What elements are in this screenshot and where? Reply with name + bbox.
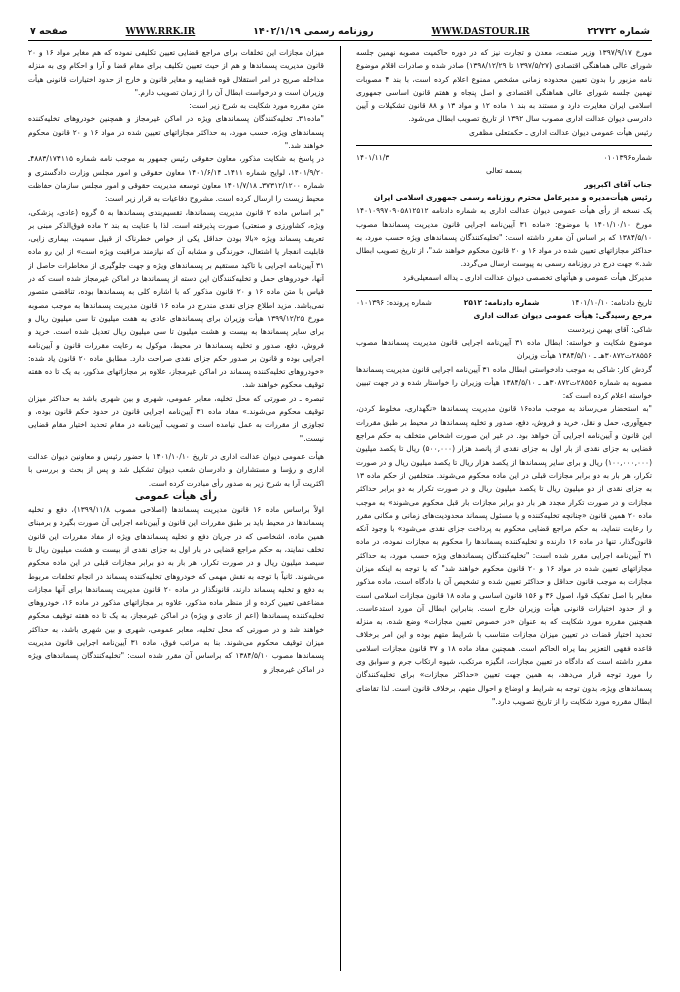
session-paragraph: هیأت عمومی دیوان عدالت اداری در تاریخ ۱۴۰۱/۱۰/۱۰ با حضور رئیس و معاونین دیوان عدالت اداری و رؤسا و مستشاران و دادرسان شعب دیوان تشکیل شد و پس از بحث و بررسی با اکثریت آرا به شرح زیر به صدور رأی مبادرت کرده است. <box>28 451 324 488</box>
proceedings: گردش کار: شاکی به موجب دادخواستی ابطال ماده ۳۱ آیین‌نامه اجرایی قانون مدیریت پسماندها مصوبه به شماره ۲۸۵۵۶ت۳۰۸۷۲هـ ـ ۱۳۸۴/۵/۱۰ هیأت وزیران را خواستار شده و در جهت تبیین خواسته اعلام کرده است که: <box>356 364 652 401</box>
intro-paragraph: مورخ ۱۳۹۷/۹/۱۷ وزیر صنعت، معدن و تجارت نیز که در دوره حاکمیت مصوبه نهمین جلسه شورای عالی هماهنگی اقتصادی (۱۳۹۷/۵/۲۷ تا ۱۳۹۸/۱۲/۲۹) صادر شده و صادرات اقلام موضوع نامه مزبور را بدون تعیین محدوده زمانی مشخص ممنوع اعلام کرده است، با بند ۴ مصوبات نهمین جلسه شورای عالی هماهنگی اقتصادی و اصل پنجاه و هفتم قانون اساسی جمهوری اسلامی ایران مغایرت دارد و مستند به بند ۱ ماده ۱۲ و مواد ۱۳ و ۸۸ قانون تشکیلات و آیین دادرسی دیوان عدالت اداری مصوب سال ۱۳۹۲ از تاریخ تصویب ابطال می‌شود. <box>356 48 652 124</box>
separator <box>356 145 652 146</box>
column-divider <box>340 46 341 971</box>
regulation-intro: متن مقرره مورد شکایت به شرح زیر است: <box>189 101 324 111</box>
regulation-text: "ماده۳۱ـ تخلیه‌کنندگان پسماندهای ویژه در اماکن غیرمجاز و همچنین خودروهای تخلیه‌کننده پسماندهای ویژه، حسب مورد، به حداکثر مجازاتهای تعیین شده در مواد ۱۶ و ۲۰ قانون محکوم خواهند شد." <box>28 114 324 151</box>
response-paragraph: در پاسخ به شکایت مذکور، معاون حقوقی رئیس جمهور به موجب نامه شماره ۴۸۸۳/۱۷۴۱۱۵ـ ۱۴۰۱/۹/۲۰، لوایح شماره ۱۴۱۱ـ ۱۴۰۱/۶/۱۴ معاون حقوقی و امور مجلس وزارت دادگستری و شماره ۳۷۳۱۲/۱۲۰۰ـ ۱۴۰۱/۷/۱۸ معاون توسعه مدیریت حقوقی و امور مجلس سازمان حفاظت محیط زیست را ارسال کرده است. مشروح دفاعیات به قرار زیر است: <box>28 154 324 204</box>
ruling-heading: رأی هیأت عمومی <box>135 490 217 502</box>
right-column <box>356 46 652 971</box>
left-column <box>28 46 324 971</box>
signature-president: رئیس هیأت عمومی دیوان عدالت اداری ـ حکمتعلی مظفری <box>468 127 652 137</box>
letter-number: شماره۰۱۰۱۳۹۶ <box>603 153 652 163</box>
ruling-text: اولاً براساس ماده ۱۶ قانون مدیریت پسماندها (اصلاحی مصوب ۱۳۹۹/۱۱/۸)، دفع و تخلیه پسماندها در محیط باید بر طبق مقررات این قانون و آیین‌نامه اجرایی آن صورت بگیرد و برمبنای همین ماده، اشخاصی که در جریان دفع و تخلیه پسماندهای ویژه از مفاد مقررات این قانون تخلف نمایند، به حکم مراجع قضایی در بار اول به جزای نقدی از بیست و هشت میلیون ریال تا سیصد میلیون ریال و در صورت تکرار، هر بار به دو برابر مجازات قبلی در این ماده محکوم می‌شوند. ثانیاً با توجه به نقش مهمی که خودروهای تخلیه‌کننده پسماند در انجام تخلفات مربوط به دفع و تخلیه پسماند دارند، قانونگذار در ماده ۲۰ قانون مدیریت پسماندها برای آنها مجازات مضاعفی تعیین کرده و از منظر ماده مذکور، علاوه بر مجازاتهای مذکور در ماده ۱۶، خودروهای تخلیه‌کننده پسماندها (اعم از عادی و ویژه) در اماکن غیرمجاز، به یک تا ده هفته توقیف محکوم خواهند شد و در صورتی که محل تخلیه، معابر عمومی، شهری و بین شهری باشد، به حداکثر میزان توقیف محکوم می‌شوند. بنا به مراتب فوق، ماده ۳۱ آیین‌نامه اجرایی قانون مدیریت پسماندها مصوب ۱۳۸۴/۵/۱۰ که براساس آن مقرر شده است: "تخلیه‌کنندگان پسماندهای ویژه در اماکن غیرمجاز و <box>28 505 324 674</box>
ruling-meta-row <box>356 296 652 309</box>
case-number: شماره پرونده: ۰۱۰۱۳۹۶ <box>356 298 432 308</box>
page-header <box>28 26 652 41</box>
complainant: شاکی: آقای بهمن زبردست <box>567 324 652 334</box>
letter-date: ۱۴۰۱/۱۱/۳ <box>356 153 390 163</box>
two-column-body <box>28 46 652 971</box>
addressee: جناب آقای اکبرپور <box>584 179 652 189</box>
separator <box>356 290 652 291</box>
site-link-rrk[interactable]: WWW.RRK.IR <box>125 27 196 37</box>
continued-paragraph: میزان مجازات این تخلفات برای مراجع قضایی تعیین تکلیفی نموده که هم مغایر مواد ۱۶ و ۲۰ قانون مدیریت پسماندها و هم از حیث تعیین تکلیف برای مقام قضا و آرا و احکام وی به منزله مداخله صریح در امر استقلال قوه قضاییه و مغایر قانون و خارج از حدود اختیارات قانونی هیأت وزیران است و درخواست ابطال آن را از زمان تصویب دارم." <box>28 48 324 97</box>
issue-number: شماره ۲۲۷۳۲ <box>587 26 650 37</box>
defense-paragraph: "بر اساس ماده ۲ قانون مدیریت پسماندها، تقسیم‌بندی پسماندها به ۵ گروه (عادی، پزشکی، ویژه، کشاورزی و صنعتی) صورت پذیرفته است. لذا با عنایت به بند ۲ ماده فوق‌الذکر مبنی بر تعریف پسماند ویژه «بالا بودن حداقل یکی از خواص خطرناک از قبیل سمیت، بیماری زایی، قابلیت انفجار یا اشتعال، خورندگی و مشابه آن که نیازمند مراقبت ویژه است» از این رو ماده ۳۱ آیین‌نامه اجرایی با تاکید مستقیم بر پسماندهای ویژه و جهت جلوگیری از مخاطرات حاصل از آنها، خودروهای حمل و تخلیه‌کنندگان این دسته از پسماندها در اماکن غیرمجاز شده است که در قیاس با متن ماده ۱۶ و ۲۰ قانون مذکور که با اشاره کلی به پسماندها بوده، تناقضی متصور نمی‌باشد. مزید اطلاع جزای نقدی مندرج در ماده ۱۶ قانون مدیریت پسماندها به موجب مصوبه مورخ ۱۳۹۹/۱۲/۲۵ هیأت وزیران برای پسماندهای عادی به هفت میلیون تا سی میلیون ریال و برای سایر پسماندها به بیست و هشت میلیون تا سی میلیون ریال تعدیل شده است. خرید و فروش، دفع، صدور و تخلیه پسماندها در محیط، موکول به رعایت مقررات قانون و آیین‌نامه اجرایی بوده و قانون بر صدور حکم جزای نقدی صراحت دارد. مطابق ماده ۲۰ قانون یاد شده: «خودروهای تخلیه‌کننده پسماند در اماکن غیرمجاز، علاوه بر مجازاتهای مذکور، به یک تا ده هفته توقیف محکوم خواهند شد. <box>28 207 324 390</box>
ruling-number: شماره دادنامه: ۲۵۱۲ <box>463 298 540 308</box>
letter-ref-row <box>356 151 652 164</box>
authority: مرجع رسیدگی: هیأت عمومی دیوان عدالت اداری <box>473 311 652 321</box>
page-number: صفحه ۷ <box>30 26 68 37</box>
addressee-title: رئیس هیأت‌مدیره و مدیرعامل محترم روزنامه رسمی جمهوری اسلامی ایران <box>373 192 652 202</box>
signature-director: مدیرکل هیأت عمومی و هیأتهای تخصصی دیوان عدالت اداری ـ یداله اسمعیلی‌فرد <box>402 272 652 282</box>
complaint-subject: موضوع شکایت و خواسته: ابطال ماده ۳۱ آیین‌نامه اجرایی قانون مدیریت پسماندها مصوب ۲۸۵۵۶ت۳۰۸۷۲هـ ـ ۱۳۸۴/۵/۱۰ هیأت وزیران <box>356 337 652 361</box>
site-link-dastour[interactable]: WWW.DASTOUR.IR <box>431 27 530 37</box>
bismillah: بسمه تعالی <box>485 166 523 176</box>
ruling-date: تاریخ دادنامه: ۱۴۰۱/۱۰/۱۰ <box>571 298 652 308</box>
letter-body: یک نسخه از رأی هیأت عمومی دیوان عدالت اداری به شماره دادنامه ۱۴۰۱۰۹۹۷۰۹۰۵۸۱۲۵۱۲ مورخ ۱۴۰۱/۱۰/۱۰ با موضوع: «ماده ۳۱ آیین‌نامه اجرایی قانون مدیریت پسماندها مصوب ۱۳۸۴/۵/۱۰ که بر اساس آن مقرر داشته است: "تخلیه‌کنندگان پسماندهای ویژه حسب مورد، به حداکثر مجازاتهای تعیین شده در مواد ۱۶ و ۲۰ قانون محکوم خواهند شد"، از تاریخ تصویب ابطال شد.» جهت درج در روزنامه رسمی به پیوست ارسال می‌گردد. <box>356 206 652 269</box>
note-paragraph: تبصره ـ در صورتی که محل تخلیه، معابر عمومی، شهری و بین شهری باشد به حداکثر میزان توقیف محکوم می‌شوند.» مفاد ماده ۳۱ آیین‌نامه اجرایی قانون در حدود حکم قانون بوده، و تجاوزی از مقررات به عمل نیامده است و تصویب آیین‌نامه در مقام تحدید اختیار مقام قضایی نیست." <box>28 393 324 443</box>
complaint-body: "به استحضار می‌رساند به موجب ماده۱۶ قانون مدیریت پسماندها «نگهداری، مخلوط کردن، جمع‌آوری، حمل و نقل، خرید و فروش، دفع، صدور و تخلیه پسماندها در محیط بر طبق مقررات این قانون و آیین‌نامه اجرایی آن خواهد بود. در غیر این صورت اشخاص متخلف به حکم مراجع قضایی به جزای نقدی از بار اول به جزای نقدی از پانصد هزار (۵۰۰,۰۰۰) ریال تا یکصد میلیون (۱۰۰,۰۰۰,۰۰۰) ریال و برای سایر پسماندها از یکصد هزار ریال تا یکصد میلیون ریال و در صورت تکرار، هر بار به دو برابر مجازات قبلی در این ماده محکوم می‌شوند. متخلفین از حکم ماده ۱۳ به جزای نقدی از دو میلیون ریال تا یکصد میلیون ریال و در صورت تکرار به دو برابر حداکثر مجازات و در صورت تکرار مجدد هر بار دو برابر مجازات بار قبل محکوم می‌شوند» به موجب ماده ۲۰ همین قانون «چنانچه تخلیه‌کننده و یا مسئول پسماند محدودیت‌های زمانی و مکانی مقرر را رعایت ننماید، به حکم مراجع قضایی محکوم به پرداخت جزای نقدی می‌شود» با وجود آنکه قانون‌گذار، تنها در ماده ۱۶ دارنده و تخلیه‌کننده پسماندها را محکوم به مجازات نموده، در ماده ۳۱ آیین‌نامه اجرایی مقرر شده است: "تخلیه‌کنندگان پسماندهای ویژه حسب مورد، به حداکثر مجازاتهای تعیین شده در مواد ۱۶ و ۲۰ قانون محکوم خواهند شد" که با توجه به اینکه میزان مجازات به موجب قانون حداقل و حداکثر تعیین شده و تشخیص آن با دادگاه است، ماده مذکور مغایر با اصل تفکیک قوا، اصول ۳۶ و ۱۵۶ قانون اساسی و ماده ۱۸ قانون مجازات اسلامی است و از حدود اختیارات قانونی هیأت وزیران خارج است. بنابراین ابطال آن مورد استدعاست. همچنین مقرره مورد شکایت که به عنوان «در خصوص تعیین مجازات» وضع شده، به منزله تحدید اختیار قضات در تعیین میزان مجازات متناسب با شرایط متهم بوده و این امر برخلاف قاعده فقهی التعزیر بما یراه الحاکم است. همچنین مفاد ماده ۱۸ و ۳۷ قانون مجازات اسلامی مقرر داشته است که دادگاه در تعیین مجازات، انگیزه مرتکب، شیوه ارتکاب جرم و سوابق وی را مورد توجه قرار می‌دهد، به همین جهت تعیین «حداکثر مجازات» برای تخلیه‌کنندگان پسماندهای ویژه، بدون توجه به شرایط و اوضاع و احوال متهم، برخلاف قانون است. لذا تقاضای ابطال مقرره مورد شکایت را از تاریخ تصویب دارد." <box>356 404 652 706</box>
gazette-date: روزنامه رسمی ۱۴۰۲/۱/۱۹ <box>253 26 374 37</box>
